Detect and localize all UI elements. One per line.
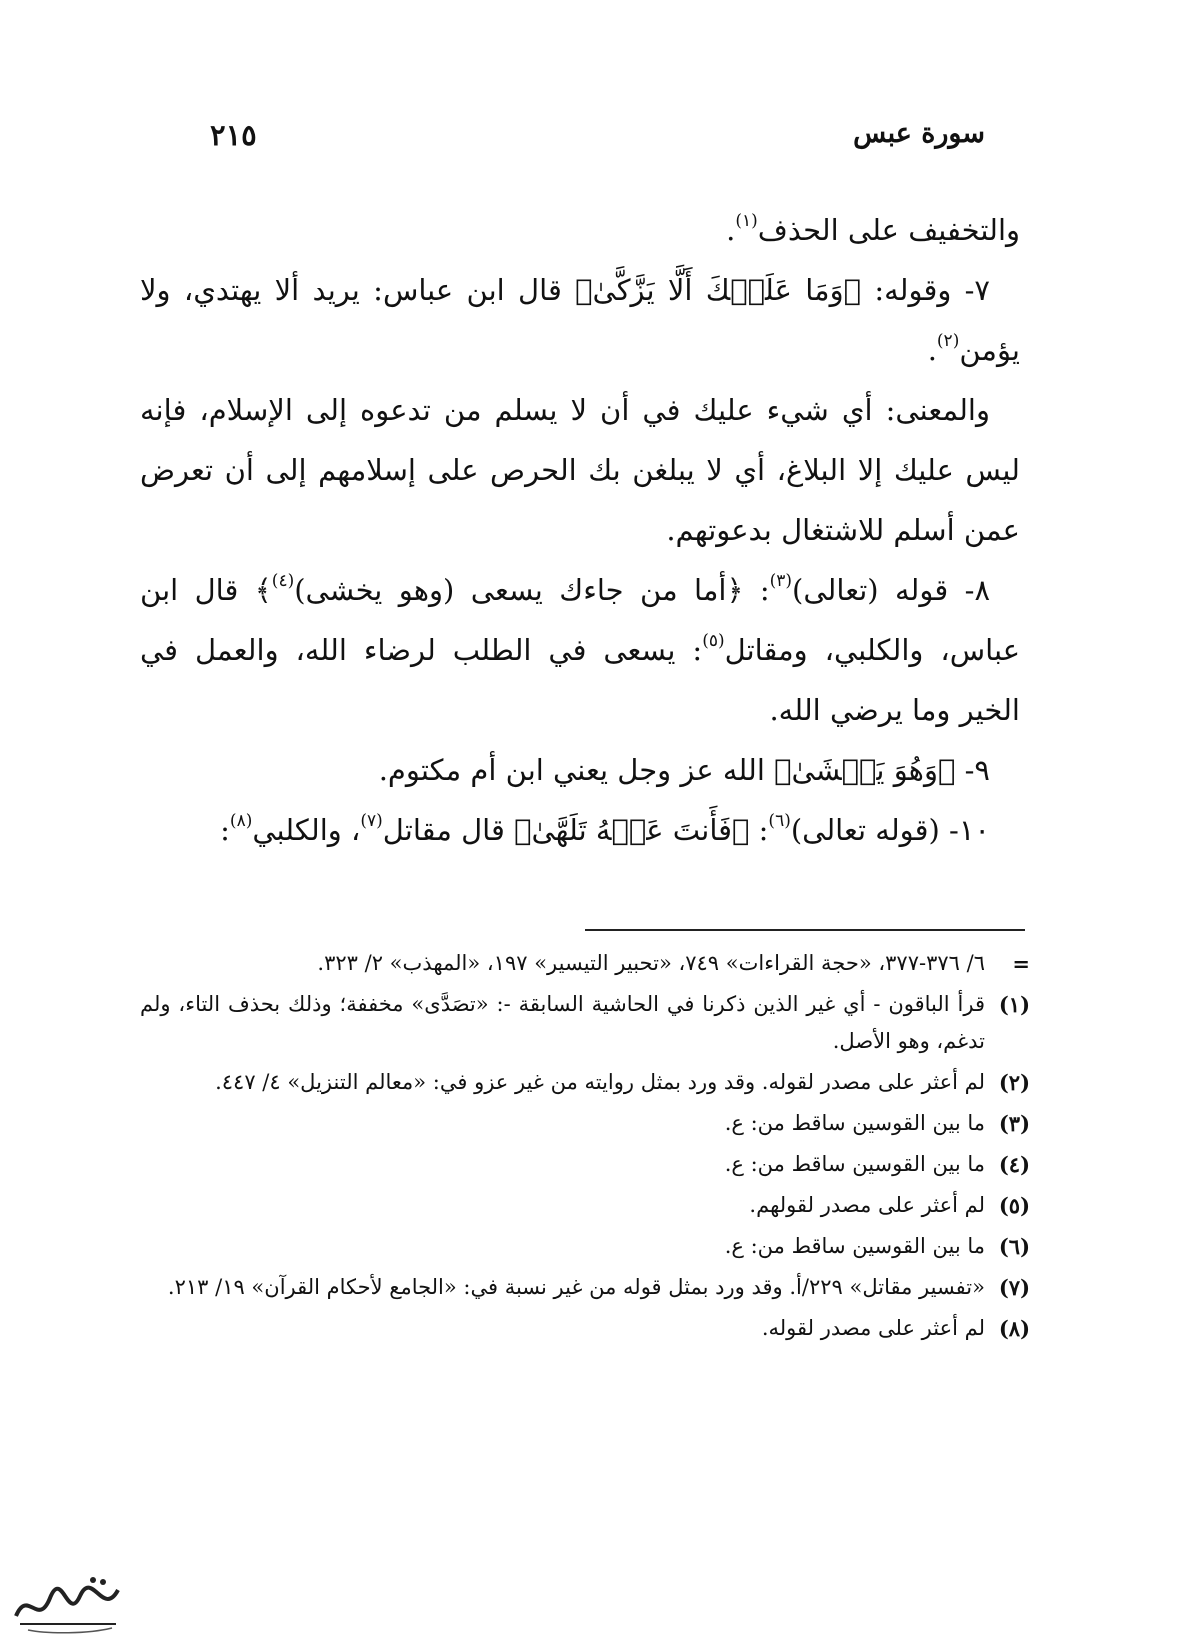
footnote-text: لم أعثر على مصدر لقوله. [761, 1316, 985, 1340]
footnote-marker: (٦) [998, 1234, 1030, 1259]
text-run: قال مقاتل [382, 813, 515, 847]
footnote-text: ما بين القوسين ساقط من: ع. [724, 1111, 985, 1135]
surah-title: سورة عبس [853, 118, 985, 149]
footnote-ref: (٤) [271, 571, 295, 591]
footnote-ref: (٥) [702, 631, 725, 651]
footnote-text: ٦/ ٣٧٦-٣٧٧، «حجة القراءات» ٧٤٩، «تحبير التيسير» ١٩٧، «المهذب» ٢/ ٣٢٣. [317, 951, 985, 975]
text-run: الله عز وجل يعني ابن أم مكتوم. [378, 753, 775, 787]
footnote-text: لم أعثر على مصدر لقوله. وقد ورد بمثل روايته من غير عزو في: «معالم التنزيل» ٤/ ٤٤٧. [215, 1070, 985, 1094]
paragraph [140, 800, 1020, 860]
footnote-marker: (٣) [998, 1111, 1030, 1136]
footnote-marker: (٢) [998, 1070, 1030, 1095]
paragraph [140, 560, 1020, 740]
paragraph [140, 200, 1020, 260]
footnote-item [140, 1064, 1030, 1101]
footnotes [140, 945, 1030, 1351]
text-run: ٩- [955, 753, 990, 787]
text-run: ١٠- (قوله تعالى) [790, 813, 990, 847]
text-run: ٨- قوله (تعالى) [792, 573, 991, 607]
page-header [140, 118, 985, 168]
text-run: . [927, 333, 937, 367]
footnote-marker: (٥) [998, 1193, 1030, 1218]
text-run: قال ابن عباس: يريد ألا يهتدي، ولا يؤمن [140, 273, 1020, 367]
quran-verse: ﴿وَمَا عَلَيۡكَ أَلَّا يَزَّكَّىٰ﴾ [575, 273, 862, 307]
footnote-item [140, 1187, 1030, 1224]
quran-verse: ﴿فَأَنتَ عَنۡهُ تَلَهَّىٰ﴾ [514, 813, 750, 847]
footnote-item [140, 1228, 1030, 1265]
footnote-item [140, 1310, 1030, 1347]
footnote-marker: (٨) [998, 1316, 1030, 1341]
quran-verse: ﴿وَهُوَ يَخۡشَىٰ﴾ [774, 753, 956, 787]
footnote-ref: (٢) [936, 331, 960, 351]
main-text [140, 200, 1020, 860]
footnote-ref: (٦) [768, 811, 791, 831]
footnote-text: ما بين القوسين ساقط من: ع. [724, 1234, 985, 1258]
footnote-ref: (٣) [769, 571, 793, 591]
footnote-separator [585, 929, 1025, 931]
text-run: : [220, 813, 230, 847]
footnote-marker: (٧) [998, 1275, 1030, 1300]
text-run: ٧- وقوله: [861, 273, 990, 307]
footnote-marker: = [1012, 951, 1030, 976]
footnote-ref: (٨) [229, 811, 253, 831]
text-run: والتخفيف على الحذف [757, 213, 1020, 247]
footnote-text: لم أعثر على مصدر لقولهم. [749, 1193, 985, 1217]
footnote-item [140, 945, 1030, 982]
text-run: : يسعى في الطلب لرضاء الله، والعمل في الخير وما يرضي الله. [140, 633, 1020, 727]
footnote-item [140, 1146, 1030, 1183]
footnote-item [140, 1105, 1030, 1142]
text-run: ، والكلبي [252, 813, 361, 847]
footnote-text: قرأ الباقون - أي غير الذين ذكرنا في الحاشية السابقة -: «تصَدَّى» مخففة؛ وذلك بحذف التاء، ولم تدغم، وهو الأصل. [140, 992, 985, 1053]
footnote-marker: (١) [998, 992, 1030, 1017]
footnote-text: ما بين القوسين ساقط من: ع. [724, 1152, 985, 1176]
publisher-logo [8, 1568, 128, 1638]
footnote-ref: (١) [735, 211, 758, 231]
text-run: : [749, 813, 769, 847]
footnote-item [140, 1269, 1030, 1306]
footnote-text: «تفسير مقاتل» ٢٢٩/أ. وقد ورد بمثل قوله من غير نسبة في: «الجامع لأحكام القرآن» ١٩/ ٢١٣. [167, 1275, 985, 1299]
footnote-ref: (٧) [360, 811, 383, 831]
footnote-marker: (٤) [998, 1152, 1030, 1177]
text-run: : ﴿أما من جاءك يسعى (وهو يخشى) [294, 573, 770, 607]
footnote-item [140, 986, 1030, 1060]
text-run: ﴾ قال ابن عباس، والكلبي، ومقاتل [140, 573, 1020, 667]
page-number: ٢١٥ [210, 118, 257, 152]
paragraph: والمعنى: أي شيء عليك في أن لا يسلم من تدعوه إلى الإسلام، فإنه ليس عليك إلا البلاغ، أي لا يبلغن بك الحرص على إسلامهم إلى أن تعرض عمن أسلم للاشتغال بدعوتهم. [140, 393, 1020, 547]
paragraph [140, 740, 1020, 800]
text-run: . [726, 213, 736, 247]
paragraph [140, 260, 1020, 380]
